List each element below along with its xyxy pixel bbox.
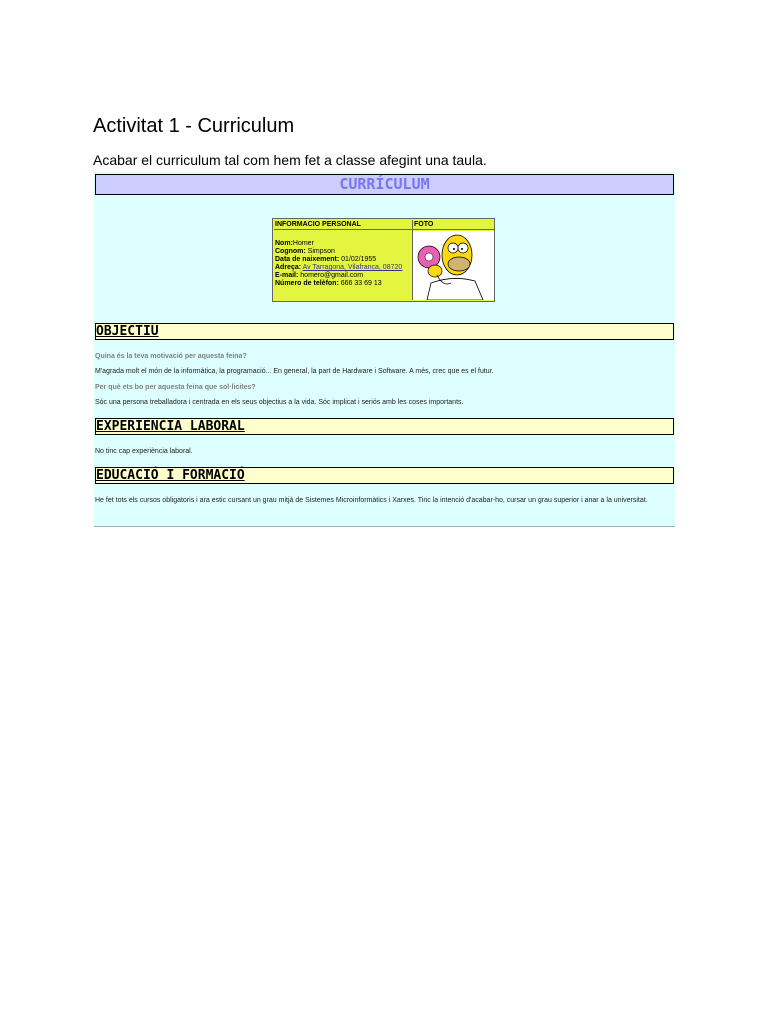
section-educacio-title: EDUCACIÓ I FORMACIÓ <box>95 467 674 484</box>
personal-info-table <box>272 218 495 302</box>
field-email: E-mail: homero@gmail.com <box>275 272 364 279</box>
objectiu-answer-2: Sóc una persona treballadora i centrada en els seus objectius a la vida. Sóc implicat i seriós amb les coses importants. <box>95 399 464 406</box>
educacio-text: He fet tots els cursos obligatoris i ara estic cursant un grau mitjà de Sistemes Microinformàtics i Xarxes. Tinc la intenció d'acabar-ho, cursar un grau superior i anar a la universitat. <box>95 497 648 504</box>
field-birthdate: Data de naixement: 01/02/1955 <box>275 256 377 263</box>
cv-header: CURRÍCULUM <box>95 174 674 195</box>
objectiu-question-2: Per què ets bo per aquesta feina que sol·licites? <box>95 384 256 391</box>
objectiu-question-1: Quina és la teva motivació per aquesta feina? <box>95 353 247 360</box>
field-surname: Cognom: Simpson <box>275 248 335 255</box>
address-link[interactable]: Av Tarragona, Vilafranca, 08720 <box>302 264 403 271</box>
homer-photo-icon <box>413 231 494 300</box>
field-name: Nom:Homer <box>275 240 314 247</box>
page-intro: Acabar el curriculum tal com hem fet a classe afegint una taula. <box>93 152 487 168</box>
photo-heading: FOTO <box>413 220 494 230</box>
curriculum-embed <box>94 172 675 527</box>
field-address: Adreça: Av Tarragona, Vilafranca, 08720 <box>275 264 403 271</box>
section-experiencia-title: EXPERIENCIA LABORAL <box>95 418 674 435</box>
personal-info-heading: INFORMACIO PERSONAL <box>274 220 413 230</box>
page-title: Activitat 1 - Curriculum <box>93 115 295 137</box>
objectiu-answer-1: M'agrada molt el món de la informàtica, la programació... En general, la part de Hardware i Software. A més, crec que es el futur. <box>95 368 494 375</box>
experiencia-text: No tinc cap experiència laboral. <box>95 448 193 455</box>
field-phone: Número de telèfon: 666 33 69 13 <box>275 280 382 287</box>
personal-info-cell <box>274 230 413 300</box>
section-objectiu-title: OBJECTIU <box>95 323 674 340</box>
